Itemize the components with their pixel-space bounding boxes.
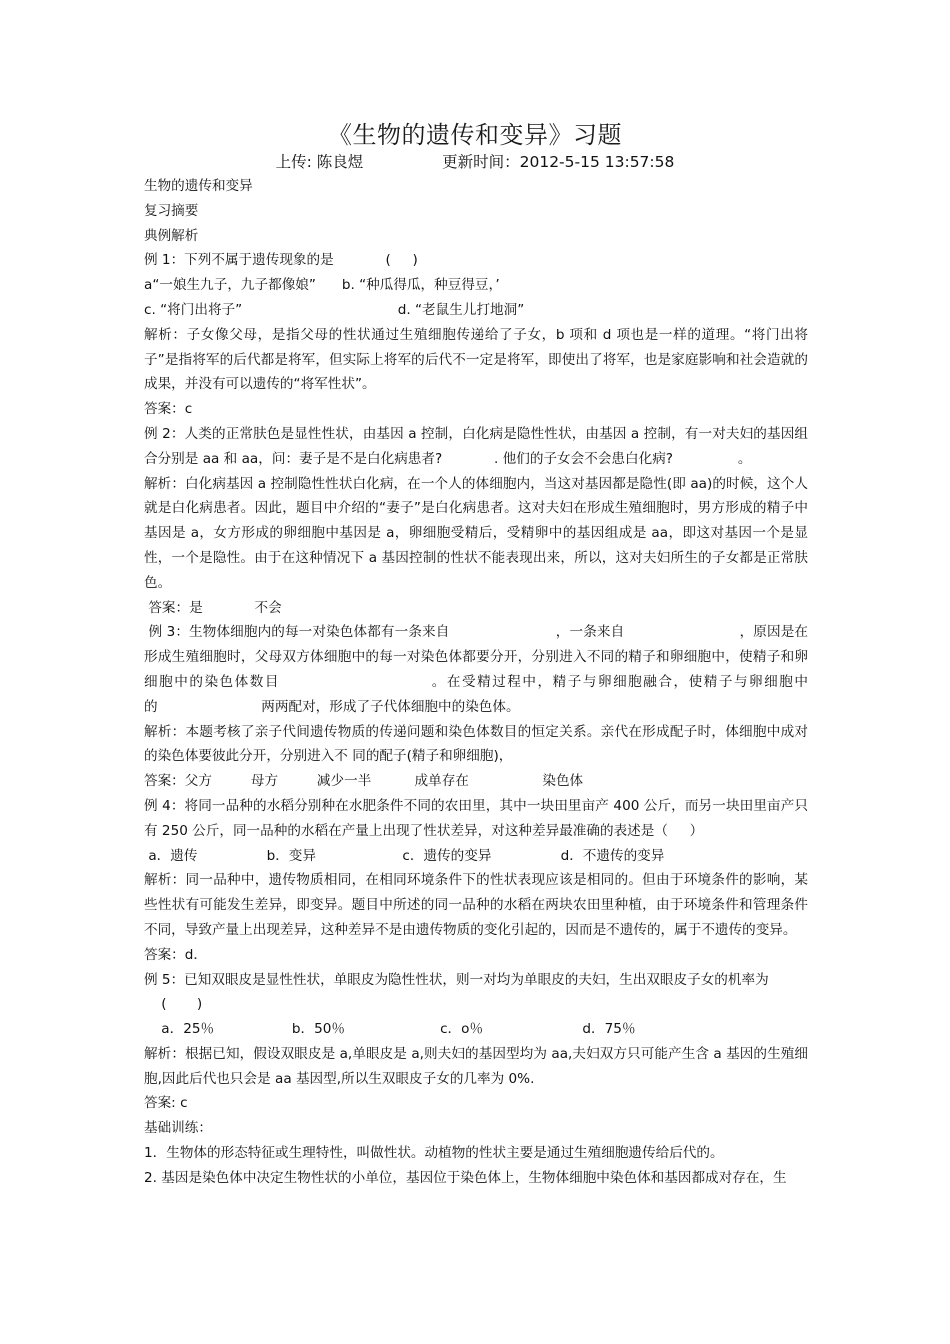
- paragraph: 例 5：已知双眼皮是显性性状，单眼皮为隐性性状，则一对均为单眼皮的夫妇，生出双眼皮子女的机率为: [144, 971, 769, 988]
- paragraph: 例 2：人类的正常肤色是显性性状，由基因 a 控制，白化病是隐性性状，由基因 a 控制，有一对夫妇的基因组合分别是 aa 和 aa，问：妻子是不是白化病患者? . 他们的子女会不会患白化病? 。: [144, 425, 808, 467]
- paragraph: 解析：同一品种中，遗传物质相同，在相同环境条件下的性状表现应该是相同的。但由于环境条件的影响，某些性状有可能发生差异，即变异。题目中所述的同一品种的水稻在两块农田里种植，由于环境条件和管理条件不同，导致产量上出现差异，这种差异不是由遗传物质的变化引起的，因而是不遗传的，属于不遗传的变异。: [144, 872, 808, 938]
- document-meta: [0, 150, 950, 174]
- paragraph: a．遗传 b．变异 c．遗传的变异 d．不遗传的变异: [144, 847, 665, 864]
- paragraph: ( ): [144, 996, 203, 1013]
- paragraph: 答案：是 不会: [144, 599, 282, 616]
- paragraph: 答案: c: [144, 1095, 188, 1112]
- paragraph: 生物的遗传和变异: [144, 178, 253, 194]
- paragraph: 解析：白化病基因 a 控制隐性性状白化病，在一个人的体细胞内，当这对基因都是隐性(即 aa)的时候，这个人就是白化病患者。因此，题目中介绍的“妻子”是白化病患者。这对夫妇在形成生殖细胞时，男方形成的精子中基因是 a，女方形成的卵细胞中基因是 a，卵细胞受精后，受精卵中的基因组成是 aa，即这对基因一个是显性，一个是隐性。由于在这种情况下 a 基因控制的性状不能表现出来，所以，这对夫妇所生的子女都是正常肤色。: [144, 475, 808, 591]
- document-title: 《生物的遗传和变异》习题: [328, 121, 622, 149]
- paragraph: 典例解析: [144, 227, 199, 244]
- paragraph: 2. 基因是染色体中决定生物性状的小单位，基因位于染色体上，生物体细胞中染色体和基因都成对存在，生: [144, 1169, 787, 1186]
- paragraph: 答案：父方 母方 减少一半 成单存在 染色体: [144, 773, 584, 790]
- paragraph: a“一娘生九子，九子都像娘” b. “种瓜得瓜，种豆得豆，’: [144, 277, 500, 294]
- paragraph: c. “将门出将子” d. “老鼠生儿打地洞”: [144, 301, 525, 318]
- paragraph: 基础训练：: [144, 1120, 212, 1137]
- paragraph: 例 4：将同一品种的水稻分别种在水肥条件不同的农田里，其中一块田里亩产 400 公斤，而另一块田里亩产只有 250 公斤，同一品种的水稻在产量上出现了性状差异，对这种差异最准确的表述是（ ）: [144, 797, 808, 839]
- paragraph: 例 3：生物体细胞内的每一对染色体都有一条来自 ，一条来自 ，原因是在形成生殖细胞时，父母双方体细胞中的每一对染色体都要分开，分别进入不同的精子和卵细胞中，使精子和卵细胞中的染色体数目 。在受精过程中，精子与卵细胞融合，使精子与卵细胞中 的 两两配对，形成了子代体细胞中的染色体。: [144, 624, 904, 715]
- paragraph: 解析：子女像父母，是指父母的性状通过生殖细胞传递给了子女，b 项和 d 项也是一样的道理。“将门出将子”是指将军的后代都是将军，但实际上将军的后代不一定是将军，即使出了将军，也是家庭影响和社会造就的成果，并没有可以遗传的“将军性状”。: [144, 326, 808, 393]
- paragraph: a．25％ b．50％ c．o％ d．75％: [144, 1021, 636, 1038]
- paragraph: 1．生物体的形态特征或生理特性，叫做性状。动植物的性状主要是通过生殖细胞遗传给后代的。: [144, 1145, 724, 1162]
- paragraph: 答案：d．: [144, 946, 208, 963]
- document-body: [144, 174, 904, 1191]
- uploader-text: 上传: 陈良煜: [275, 153, 364, 171]
- paragraph: 解析：根据已知，假设双眼皮是 a,单眼皮是 a,则夫妇的基因型均为 aa,夫妇双方只可能产生含 a 基因的生殖细胞,因此后代也只会是 aa 基因型,所以生双眼皮子女的几率为 0%.: [144, 1045, 808, 1087]
- paragraph: 例 1：下列不属于遗传现象的是 ( ): [144, 252, 418, 269]
- paragraph: 解析：本题考核了亲子代间遗传物质的传递问题和染色体数目的恒定关系。亲代在形成配子时，体细胞中成对的染色体要彼此分开，分别进入不 同的配子(精子和卵细胞)，: [144, 723, 808, 765]
- paragraph: 答案：c: [144, 401, 193, 418]
- paragraph: 复习摘要: [144, 202, 199, 219]
- update-time-text: 更新时间：2012-5-15 13:57:58: [442, 153, 675, 171]
